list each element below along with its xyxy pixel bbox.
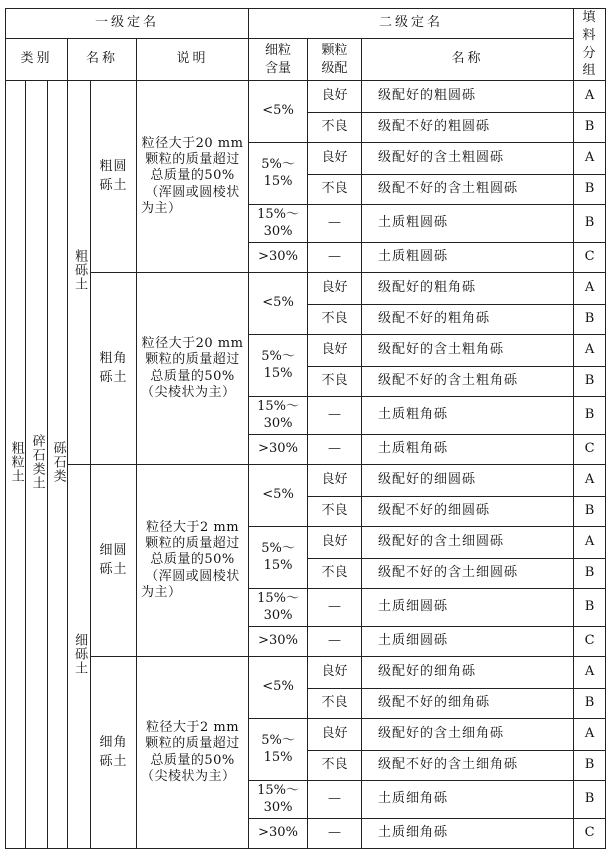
category-cell-3 xyxy=(48,81,68,849)
level2-name: 级配不好的含土粗角砾 xyxy=(362,367,574,397)
gradation: — xyxy=(308,627,362,657)
gradation: — xyxy=(308,243,362,273)
level2-name: 土质细圆砾 xyxy=(362,589,574,627)
category-cell-1 xyxy=(6,81,26,849)
fill-group: C xyxy=(574,819,606,849)
fill-group: A xyxy=(574,527,606,559)
soil-name: 细圆砾土 xyxy=(99,542,128,577)
subcategory-label: 粗砾土 xyxy=(72,248,88,291)
gradation: 良好 xyxy=(308,81,362,113)
header-level2: 二级定名 xyxy=(249,9,574,39)
level2-name: 级配好的含土粗圆砾 xyxy=(362,143,574,175)
soil-description: 粒径大于20 mm颗粒的质量超过总质量的50%（尖棱状为主） xyxy=(137,273,249,465)
gradation: 不良 xyxy=(308,559,362,589)
level2-name: 土质粗圆砾 xyxy=(362,205,574,243)
fill-group: B xyxy=(574,751,606,781)
table-row xyxy=(6,465,606,497)
table-body xyxy=(6,81,606,849)
fill-group: B xyxy=(574,689,606,719)
soil-name-cell xyxy=(91,81,137,273)
fill-group: B xyxy=(574,113,606,143)
level2-name: 级配不好的含土粗圆砾 xyxy=(362,175,574,205)
gradation: — xyxy=(308,205,362,243)
level2-name: 级配好的含土细角砾 xyxy=(362,719,574,751)
gradation: — xyxy=(308,589,362,627)
header-fill-group-text: 填料分组 xyxy=(582,10,597,79)
fill-group: A xyxy=(574,719,606,751)
fill-group: B xyxy=(574,497,606,527)
fines-content: 5%～15% xyxy=(249,335,308,397)
header-description: 说明 xyxy=(137,39,249,81)
fill-group: C xyxy=(574,627,606,657)
gradation: — xyxy=(308,781,362,819)
fill-group: B xyxy=(574,175,606,205)
category-label-1: 粗粒土 xyxy=(8,440,24,483)
fill-group: B xyxy=(574,781,606,819)
level2-name: 土质粗角砾 xyxy=(362,397,574,435)
level2-name: 土质细角砾 xyxy=(362,781,574,819)
level2-name: 土质细角砾 xyxy=(362,819,574,849)
gradation: 良好 xyxy=(308,657,362,689)
header-fines-content xyxy=(249,39,308,81)
level2-name: 级配不好的细圆砾 xyxy=(362,497,574,527)
category-label-3: 砾石类 xyxy=(50,440,66,483)
soil-name-cell xyxy=(91,273,137,465)
fill-group: A xyxy=(574,657,606,689)
fines-content: 15%～30% xyxy=(249,205,308,243)
gradation: 不良 xyxy=(308,367,362,397)
fines-content: <5% xyxy=(249,81,308,143)
fines-content: 15%～30% xyxy=(249,589,308,627)
gradation: 良好 xyxy=(308,335,362,367)
fill-group: A xyxy=(574,335,606,367)
level2-name: 级配好的粗角砾 xyxy=(362,273,574,305)
level2-name: 级配好的细角砾 xyxy=(362,657,574,689)
header-category: 类别 xyxy=(6,39,68,81)
gradation: 良好 xyxy=(308,719,362,751)
fill-group: A xyxy=(574,81,606,113)
header-fill-group xyxy=(574,9,606,81)
level2-name: 级配好的细圆砾 xyxy=(362,465,574,497)
gradation: 不良 xyxy=(308,689,362,719)
header-fines-content-text: 细粒含量 xyxy=(265,42,292,76)
fines-content: >30% xyxy=(249,819,308,849)
soil-description: 粒径大于20 mm颗粒的质量超过总质量的50%（浑圆或圆棱状为主） xyxy=(137,81,249,273)
gradation: 良好 xyxy=(308,273,362,305)
fill-group: B xyxy=(574,589,606,627)
level2-name: 级配好的含土细圆砾 xyxy=(362,527,574,559)
gradation: 不良 xyxy=(308,497,362,527)
fill-group: B xyxy=(574,367,606,397)
level2-name: 土质粗圆砾 xyxy=(362,243,574,273)
soil-name-cell xyxy=(91,465,137,657)
fill-group: A xyxy=(574,273,606,305)
subcategory-cell xyxy=(68,465,91,849)
level2-name: 级配好的含土粗角砾 xyxy=(362,335,574,367)
soil-description: 粒径大于2 mm颗粒的质量超过总质量的50%（浑圆或圆棱状为主） xyxy=(137,465,249,657)
category-label-2: 碎石类土 xyxy=(29,433,45,490)
header-name: 名称 xyxy=(68,39,137,81)
fill-group: B xyxy=(574,305,606,335)
soil-name: 粗角砾土 xyxy=(99,350,128,385)
level2-name: 级配不好的粗圆砾 xyxy=(362,113,574,143)
gradation: 良好 xyxy=(308,465,362,497)
gradation: — xyxy=(308,397,362,435)
header-name2: 名称 xyxy=(362,39,574,81)
fines-content: >30% xyxy=(249,627,308,657)
fill-group: A xyxy=(574,143,606,175)
level2-name: 级配不好的细角砾 xyxy=(362,689,574,719)
table-row xyxy=(6,273,606,305)
soil-name: 细角砾土 xyxy=(99,734,128,769)
classification-table xyxy=(5,8,606,849)
header-level1: 一级定名 xyxy=(6,9,249,39)
fill-group: A xyxy=(574,465,606,497)
level2-name: 土质粗角砾 xyxy=(362,435,574,465)
gradation: — xyxy=(308,435,362,465)
gradation: 不良 xyxy=(308,751,362,781)
fill-group: B xyxy=(574,205,606,243)
gradation: — xyxy=(308,819,362,849)
gradation: 良好 xyxy=(308,527,362,559)
fines-content: 15%～30% xyxy=(249,397,308,435)
fines-content: <5% xyxy=(249,465,308,527)
fines-content: 5%～15% xyxy=(249,719,308,781)
gradation: 不良 xyxy=(308,305,362,335)
fines-content: >30% xyxy=(249,243,308,273)
gradation: 良好 xyxy=(308,143,362,175)
fines-content: <5% xyxy=(249,273,308,335)
header-gradation xyxy=(308,39,362,81)
fill-group: B xyxy=(574,559,606,589)
soil-name: 粗圆砾土 xyxy=(99,158,128,193)
fill-group: C xyxy=(574,243,606,273)
category-cell-2 xyxy=(26,81,48,849)
level2-name: 级配不好的粗角砾 xyxy=(362,305,574,335)
level2-name: 级配好的粗圆砾 xyxy=(362,81,574,113)
soil-name-cell xyxy=(91,657,137,849)
fill-group: B xyxy=(574,397,606,435)
table-row xyxy=(6,81,606,113)
subcategory-label: 细砾土 xyxy=(72,632,88,675)
fines-content: >30% xyxy=(249,435,308,465)
level2-name: 级配不好的含土细角砾 xyxy=(362,751,574,781)
table-row xyxy=(6,657,606,689)
soil-description: 粒径大于2 mm颗粒的质量超过总质量的50%（尖棱状为主） xyxy=(137,657,249,849)
level2-name: 土质细圆砾 xyxy=(362,627,574,657)
fines-content: <5% xyxy=(249,657,308,719)
gradation: 不良 xyxy=(308,175,362,205)
fines-content: 5%～15% xyxy=(249,143,308,205)
gradation: 不良 xyxy=(308,113,362,143)
header-gradation-text: 颗粒级配 xyxy=(321,42,348,76)
fill-group: C xyxy=(574,435,606,465)
fines-content: 15%～30% xyxy=(249,781,308,819)
level2-name: 级配不好的含土细圆砾 xyxy=(362,559,574,589)
subcategory-cell xyxy=(68,81,91,465)
fines-content: 5%～15% xyxy=(249,527,308,589)
